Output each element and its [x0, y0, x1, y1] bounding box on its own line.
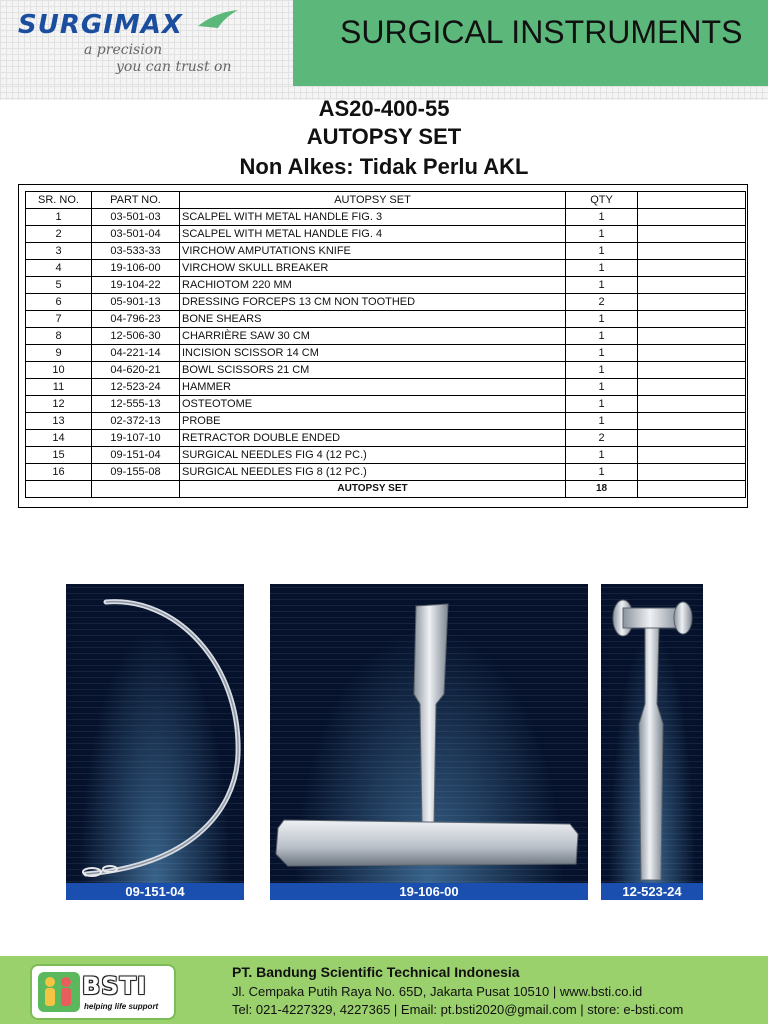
product-label: 19-106-00: [270, 883, 588, 900]
surgimax-logo: SURGIMAX: [18, 10, 183, 40]
logo-swoosh-icon: [196, 8, 240, 30]
cell-description: RETRACTOR DOUBLE ENDED: [180, 430, 566, 447]
cell-qty: 1: [566, 464, 638, 481]
cell-qty: 1: [566, 362, 638, 379]
cell-qty: 2: [566, 294, 638, 311]
cell-description: SURGICAL NEEDLES FIG 4 (12 PC.): [180, 447, 566, 464]
cell-blank: [638, 311, 746, 328]
product-image-hammer: [601, 584, 703, 900]
table-row: [26, 294, 746, 311]
cell-sr-no: 10: [26, 362, 92, 379]
cell-blank: [638, 464, 746, 481]
parts-table: [25, 191, 746, 498]
cell-sr-no: 14: [26, 430, 92, 447]
table-row: [26, 345, 746, 362]
product-label: 09-151-04: [66, 883, 244, 900]
cell-qty: 1: [566, 311, 638, 328]
cell-sr-no: 9: [26, 345, 92, 362]
cell-part-no: 09-151-04: [92, 447, 180, 464]
cell-description: SCALPEL WITH METAL HANDLE FIG. 3: [180, 209, 566, 226]
logo-tagline-line1: a precision: [84, 42, 163, 58]
cell-qty: 1: [566, 328, 638, 345]
cell-qty: 2: [566, 430, 638, 447]
cell-part-no: 12-506-30: [92, 328, 180, 345]
cell-description: DRESSING FORCEPS 13 CM NON TOOTHED: [180, 294, 566, 311]
table-row: [26, 277, 746, 294]
cell-part-no: 19-106-00: [92, 260, 180, 277]
cell-description: SCALPEL WITH METAL HANDLE FIG. 4: [180, 226, 566, 243]
company-name: PT. Bandung Scientific Technical Indonesia: [232, 964, 520, 980]
cell-qty: 1: [566, 396, 638, 413]
table-row: [26, 379, 746, 396]
cell-qty: 1: [566, 209, 638, 226]
table-row: [26, 209, 746, 226]
cell-description: INCISION SCISSOR 14 CM: [180, 345, 566, 362]
header-sr-no: SR. NO.: [26, 192, 92, 209]
total-blank-3: [638, 481, 746, 498]
cell-qty: 1: [566, 413, 638, 430]
total-label: AUTOPSY SET: [180, 481, 566, 498]
cell-description: BONE SHEARS: [180, 311, 566, 328]
cell-part-no: 04-620-21: [92, 362, 180, 379]
table-row: [26, 413, 746, 430]
header-description: AUTOPSY SET: [180, 192, 566, 209]
header-blank: [638, 192, 746, 209]
cell-sr-no: 6: [26, 294, 92, 311]
cell-sr-no: 13: [26, 413, 92, 430]
cell-description: PROBE: [180, 413, 566, 430]
table-row: [26, 396, 746, 413]
cell-sr-no: 8: [26, 328, 92, 345]
cell-qty: 1: [566, 447, 638, 464]
bsti-logo-text: BSTI: [82, 972, 147, 1000]
cell-part-no: 02-372-13: [92, 413, 180, 430]
cell-part-no: 09-155-08: [92, 464, 180, 481]
cell-part-no: 12-555-13: [92, 396, 180, 413]
skull-breaker-icon: [270, 584, 588, 884]
cell-qty: 1: [566, 277, 638, 294]
cell-description: RACHIOTOM 220 MM: [180, 277, 566, 294]
company-address: Jl. Cempaka Putih Raya No. 65D, Jakarta Pusat 10510 | www.bsti.co.id: [232, 984, 643, 999]
table-row: [26, 311, 746, 328]
cell-sr-no: 16: [26, 464, 92, 481]
cell-sr-no: 15: [26, 447, 92, 464]
total-qty: 18: [566, 481, 638, 498]
cell-qty: 1: [566, 379, 638, 396]
cell-sr-no: 4: [26, 260, 92, 277]
cell-sr-no: 3: [26, 243, 92, 260]
page-header: [0, 0, 768, 86]
cell-description: VIRCHOW AMPUTATIONS KNIFE: [180, 243, 566, 260]
cell-description: CHARRIÈRE SAW 30 CM: [180, 328, 566, 345]
table-row: [26, 430, 746, 447]
cell-part-no: 04-221-14: [92, 345, 180, 362]
cell-blank: [638, 260, 746, 277]
cell-qty: 1: [566, 243, 638, 260]
cell-part-no: 05-901-13: [92, 294, 180, 311]
people-icon: [38, 972, 80, 1012]
cell-blank: [638, 430, 746, 447]
cell-description: BOWL SCISSORS 21 CM: [180, 362, 566, 379]
cell-sr-no: 5: [26, 277, 92, 294]
cell-qty: 1: [566, 226, 638, 243]
bsti-logo: [30, 964, 176, 1020]
table-row: [26, 464, 746, 481]
cell-blank: [638, 209, 746, 226]
product-image-skull-breaker: [270, 584, 588, 900]
cell-qty: 1: [566, 260, 638, 277]
product-label: 12-523-24: [601, 883, 703, 900]
cell-blank: [638, 396, 746, 413]
cell-blank: [638, 379, 746, 396]
header-qty: QTY: [566, 192, 638, 209]
bsti-logo-tagline: helping life support: [84, 1002, 159, 1011]
cell-sr-no: 2: [26, 226, 92, 243]
company-contact: Tel: 021-4227329, 4227365 | Email: pt.bsti2020@gmail.com | store: e-bsti.com: [232, 1002, 684, 1017]
table-row: [26, 447, 746, 464]
table-row: [26, 362, 746, 379]
logo-area: [0, 0, 293, 86]
cell-part-no: 12-523-24: [92, 379, 180, 396]
cell-description: VIRCHOW SKULL BREAKER: [180, 260, 566, 277]
cell-part-no: 04-796-23: [92, 311, 180, 328]
logo-tagline-line2: you can trust on: [116, 59, 232, 75]
header-title: SURGICAL INSTRUMENTS: [340, 14, 743, 50]
cell-blank: [638, 345, 746, 362]
header-part-no: PART NO.: [92, 192, 180, 209]
table-frame: [18, 184, 748, 508]
cell-blank: [638, 243, 746, 260]
set-subtitle: Non Alkes: Tidak Perlu AKL: [239, 154, 529, 179]
total-blank-1: [26, 481, 92, 498]
cell-blank: [638, 447, 746, 464]
table-row: [26, 328, 746, 345]
table-row: [26, 260, 746, 277]
total-blank-2: [92, 481, 180, 498]
cell-part-no: 19-104-22: [92, 277, 180, 294]
cell-blank: [638, 328, 746, 345]
cell-part-no: 19-107-10: [92, 430, 180, 447]
cell-part-no: 03-501-03: [92, 209, 180, 226]
set-name: AUTOPSY SET: [306, 124, 462, 149]
cell-blank: [638, 277, 746, 294]
table-row: [26, 226, 746, 243]
cell-sr-no: 12: [26, 396, 92, 413]
cell-part-no: 03-533-33: [92, 243, 180, 260]
hammer-icon: [601, 584, 703, 884]
product-image-needle: [66, 584, 244, 900]
cell-qty: 1: [566, 345, 638, 362]
cell-blank: [638, 362, 746, 379]
cell-blank: [638, 226, 746, 243]
set-code: AS20-400-55: [318, 96, 450, 121]
surgical-needle-icon: [66, 584, 244, 884]
table-total-row: [26, 481, 746, 498]
table-header-row: [26, 192, 746, 209]
cell-sr-no: 1: [26, 209, 92, 226]
cell-description: OSTEOTOME: [180, 396, 566, 413]
cell-blank: [638, 413, 746, 430]
cell-description: HAMMER: [180, 379, 566, 396]
cell-sr-no: 11: [26, 379, 92, 396]
cell-part-no: 03-501-04: [92, 226, 180, 243]
cell-description: SURGICAL NEEDLES FIG 8 (12 PC.): [180, 464, 566, 481]
cell-blank: [638, 294, 746, 311]
cell-sr-no: 7: [26, 311, 92, 328]
table-row: [26, 243, 746, 260]
